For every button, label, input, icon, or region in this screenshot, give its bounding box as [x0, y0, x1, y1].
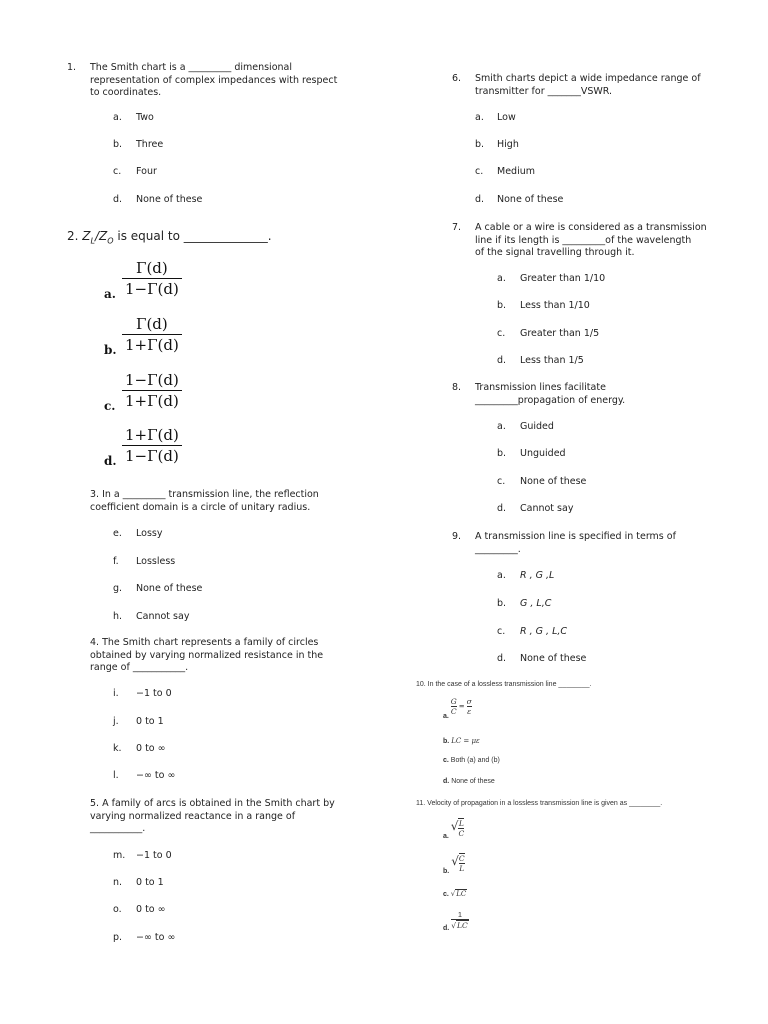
question-line: The Smith chart is a _________ dimensional: [90, 62, 292, 73]
option-letter: k.: [113, 743, 122, 754]
fraction: [459, 853, 465, 873]
option-letter: c.: [475, 166, 484, 177]
sqrt-icon: √: [450, 890, 456, 898]
numerator: C: [458, 854, 465, 863]
option-d[interactable]: [443, 910, 469, 930]
option-letter: d.: [113, 194, 123, 205]
radicand: LC: [456, 921, 468, 930]
fraction: [451, 697, 457, 716]
option-letter: a.: [497, 570, 506, 581]
option-letter: d.: [497, 503, 507, 514]
question-text: [475, 531, 676, 556]
option-text: Lossy: [136, 528, 163, 539]
option-letter: m.: [113, 850, 126, 861]
question-line: range of ___________.: [90, 662, 189, 673]
subscript-l: L: [90, 236, 95, 246]
option-text: Cannot say: [136, 611, 190, 622]
option-letter: e.: [113, 528, 122, 539]
question-line: 3. In a _________ transmission line, the reflection: [90, 489, 319, 500]
question-number: 8.: [452, 382, 462, 393]
option-letter: a.: [443, 832, 449, 840]
option-text: Lossless: [136, 556, 176, 567]
question-line: varying normalized reactance in a range of: [90, 810, 296, 822]
option-d[interactable]: [443, 778, 495, 785]
option-letter: b.: [497, 448, 507, 459]
question-line: representation of complex impedances with respect: [90, 74, 338, 86]
radicand: LC: [456, 890, 467, 898]
question-line: coefficient domain is a circle of unitary radius.: [90, 501, 311, 513]
option-letter: n.: [113, 877, 123, 888]
option-letter: d.: [443, 778, 450, 785]
option-a[interactable]: [443, 697, 472, 721]
question-line: line if its length is _________of the wavelength: [475, 234, 692, 246]
denominator: [451, 920, 469, 930]
equals-sign: =: [458, 702, 465, 711]
option-text: Two: [136, 112, 154, 123]
option-letter: a.: [113, 112, 122, 123]
numerator: Γ(d): [136, 315, 168, 333]
question-line: to coordinates.: [90, 87, 162, 98]
option-text: LC = με: [451, 737, 480, 745]
numerator: 1: [457, 910, 463, 919]
numerator: Γ(d): [136, 259, 168, 277]
option-letter: g.: [113, 583, 123, 594]
question-line: _________propagation of energy.: [475, 394, 626, 406]
option-letter: j.: [113, 716, 119, 727]
option-letter: b.: [443, 738, 450, 745]
sqrt-icon: √: [451, 853, 459, 868]
denominator: 1−Γ(d): [125, 280, 179, 298]
option-letter: l.: [113, 770, 119, 781]
option-letter: c.: [497, 476, 506, 487]
option-text: −∞ to ∞: [136, 932, 176, 943]
sqrt-icon: √: [451, 921, 456, 930]
option-letter: a.: [475, 112, 484, 123]
fraction: [122, 370, 182, 411]
option-letter: c.: [497, 626, 506, 637]
denominator: 1−Γ(d): [125, 447, 179, 465]
option-text: None of these: [451, 778, 495, 785]
question-text: [90, 798, 335, 836]
option-letter: a.: [497, 273, 506, 284]
sqrt-icon: √: [450, 818, 459, 833]
option-text: None of these: [497, 194, 564, 205]
option-letter: c.: [443, 891, 449, 898]
option-a[interactable]: [443, 818, 464, 838]
numerator: L: [458, 819, 464, 828]
numerator: 1−Γ(d): [125, 371, 179, 389]
option-text: Unguided: [520, 448, 566, 459]
option-text: G , L,C: [520, 598, 552, 609]
option-letter: c.: [443, 757, 449, 764]
question-text: [90, 62, 337, 100]
fraction: [458, 818, 464, 838]
question-line: obtained by varying normalized resistance in the: [90, 649, 324, 661]
question-text: [475, 382, 625, 407]
denominator: ε: [467, 707, 472, 716]
option-text: −1 to 0: [136, 850, 172, 861]
option-letter: b.: [104, 343, 117, 357]
denominator: C: [450, 707, 457, 716]
question-tail: is equal to ______________.: [113, 229, 272, 243]
denominator: 1+Γ(d): [125, 392, 179, 410]
question-text: [90, 489, 319, 514]
option-text: Less than 1/10: [520, 300, 590, 311]
numerator: 1+Γ(d): [125, 426, 179, 444]
option-b[interactable]: [443, 737, 480, 745]
option-letter: b.: [475, 139, 485, 150]
option-letter: d.: [497, 653, 507, 664]
option-c[interactable]: [443, 889, 467, 898]
question-line: _________.: [475, 543, 521, 555]
option-text: None of these: [520, 476, 587, 487]
option-text: −∞ to ∞: [136, 770, 176, 781]
option-letter: b.: [497, 300, 507, 311]
option-text: Four: [136, 166, 157, 177]
question-line: transmitter for _______VSWR.: [475, 85, 613, 97]
question-line: A cable or a wire is considered as a transmission: [475, 222, 707, 233]
option-text: Greater than 1/5: [520, 328, 600, 339]
option-text: Greater than 1/10: [520, 273, 606, 284]
option-text: Low: [497, 112, 516, 123]
option-letter: i.: [113, 688, 119, 699]
fraction: [467, 697, 472, 716]
question-number: 1.: [67, 62, 77, 73]
question-line: Smith charts depict a wide impedance range of: [475, 73, 701, 84]
option-text: None of these: [136, 583, 203, 594]
option-letter: a.: [497, 421, 506, 432]
option-text: Both (a) and (b): [450, 757, 500, 764]
option-letter: h.: [113, 611, 123, 622]
question-text: [67, 229, 272, 245]
option-letter: f.: [113, 556, 119, 567]
option-b[interactable]: [443, 853, 465, 873]
question-line: A transmission line is specified in terms of: [475, 531, 676, 542]
option-text: 0 to ∞: [136, 743, 166, 754]
question-number: 9.: [452, 531, 462, 542]
option-text: None of these: [136, 194, 203, 205]
question-number: 2.: [67, 229, 79, 243]
numerator: σ: [466, 697, 472, 706]
fraction: [122, 425, 182, 466]
option-text: 0 to 1: [136, 877, 164, 888]
option-text: Three: [136, 139, 164, 150]
question-line: 4. The Smith chart represents a family of circles: [90, 637, 319, 648]
option-letter: d.: [104, 454, 117, 468]
option-text: −1 to 0: [136, 688, 172, 699]
numerator: G: [450, 697, 457, 706]
question-line: 5. A family of arcs is obtained in the Smith chart by: [90, 798, 335, 809]
option-text: High: [497, 139, 519, 150]
option-text: None of these: [520, 653, 587, 664]
option-text: R , G ,L: [520, 570, 555, 581]
option-text: Guided: [520, 421, 554, 432]
denominator: L: [459, 864, 465, 873]
option-letter: c.: [113, 166, 122, 177]
option-letter: c.: [497, 328, 506, 339]
option-text: 0 to ∞: [136, 904, 166, 915]
z-symbol: /Z: [94, 229, 108, 243]
denominator: 1+Γ(d): [125, 336, 179, 354]
option-text: 0 to 1: [136, 716, 164, 727]
question-line: of the signal travelling through it.: [475, 247, 635, 258]
option-letter: a.: [443, 713, 449, 721]
fraction: [122, 314, 182, 355]
option-letter: a.: [104, 287, 116, 301]
fraction: [451, 910, 469, 930]
option-letter: d.: [497, 355, 507, 366]
question-text: [90, 637, 323, 675]
option-text: Cannot say: [520, 503, 574, 514]
question-number: 6.: [452, 73, 462, 84]
option-letter: b.: [113, 139, 123, 150]
question-text: [475, 222, 707, 260]
question-line: ___________.: [90, 823, 146, 834]
question-text: 10. In the case of a lossless transmission line ________.: [416, 681, 592, 688]
option-letter: c.: [104, 399, 116, 413]
question-line: Transmission lines facilitate: [475, 382, 606, 393]
option-text: Less than 1/5: [520, 355, 584, 366]
option-c[interactable]: [443, 757, 500, 764]
option-letter: b.: [443, 867, 450, 875]
question-number: 7.: [452, 222, 462, 233]
option-text: Medium: [497, 166, 535, 177]
option-letter: b.: [497, 598, 507, 609]
option-letter: p.: [113, 932, 123, 943]
option-letter: d.: [475, 194, 485, 205]
z-symbol: Z: [82, 229, 91, 243]
question-text: 11. Velocity of propagation in a lossless transmission line is given as ________.: [416, 800, 663, 807]
fraction: [122, 258, 182, 299]
subscript-o: O: [107, 236, 114, 246]
option-text: R , G , L,C: [520, 626, 568, 637]
option-letter: o.: [113, 904, 122, 915]
option-letter: d.: [443, 924, 450, 932]
denominator: C: [458, 829, 465, 838]
question-text: [475, 73, 701, 98]
